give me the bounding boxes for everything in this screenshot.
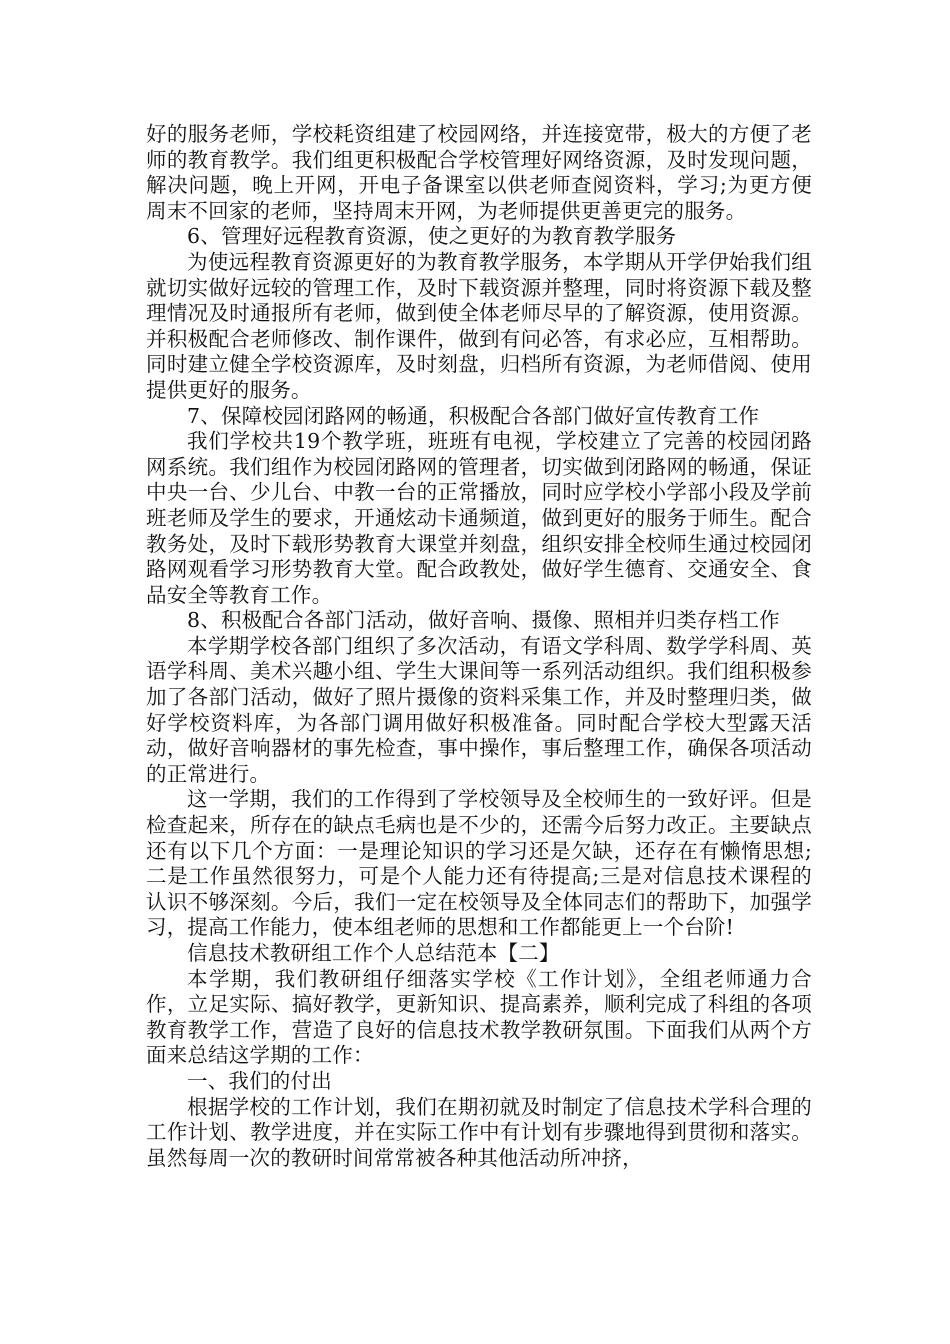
document-body xyxy=(146,122,812,1171)
heading-department-activities: 8、积极配合各部门活动，做好音响、摄像、照相并归类存档工作 xyxy=(187,608,780,633)
heading-our-efforts: 一、我们的付出 xyxy=(187,1068,332,1093)
heading-sample-two: 信息技术教研组工作个人总结范本【二】 xyxy=(187,941,560,965)
paragraph-work-plan: 根据学校的工作计划，我们在期初就及时制定了信息技术学科合理的工作计划、教学进度，并在实际工作中有计划有步骤地得到贯彻和落实。虽然每周一次的教研时间常常被各种其他活动所冲挤， xyxy=(146,1094,812,1170)
paragraph-network-service: 好的服务老师，学校耗资组建了校园网络，并连接宽带，极大的方便了老师的教育教学。我们组更积极配合学校管理好网络资源，及时发现问题，解决问题，晚上开网，开电子备课室以供老师查阅资料，学习;为更方便周末不回家的老师，坚持周末开网，为老师提供更善更完的服务。 xyxy=(146,122,812,223)
heading-remote-education: 6、管理好远程教育资源，使之更好的为教育教学服务 xyxy=(187,224,677,249)
paragraph-cctv-network: 我们学校共19个教学班，班班有电视，学校建立了完善的校园闭路网系统。我们组作为校园闭路网的管理者，切实做到闭路网的畅通，保证中央一台、少儿台、中教一台的正常播放，同时应学校小学部小段及学前班老师及学生的要求，开通炫动卡通频道，做到更好的服务于师生。配合教务处，及时下载形势教育大课堂并刻盘，组织安排全校师生通过校园闭路网观看学习形势教育大堂。配合政教处，做好学生德育、交通安全、食品安全等教育工作。 xyxy=(146,429,812,607)
paragraph-semester-review: 这一学期，我们的工作得到了学校领导及全校师生的一致好评。但是检查起来，所存在的缺点毛病也是不少的，还需今后努力改正。主要缺点还有以下几个方面：一是理论知识的学习还是欠缺，还存在有懒惰思想;二是工作虽然很努力，可是个人能力还有待提高;三是对信息技术课程的认识不够深刻。今后，我们一定在校领导及全体同志们的帮助下，加强学习，提高工作能力，使本组老师的思想和工作都能更上一个台阶! xyxy=(146,787,812,940)
heading-cctv-network: 7、保障校园闭路网的畅通，积极配合各部门做好宣传教育工作 xyxy=(187,403,760,428)
paragraph-remote-education: 为使远程教育资源更好的为教育教学服务，本学期从开学伊始我们组就切实做好远较的管理工作，及时下载资源并整理，同时将资源下载及整理情况及时通报所有老师，做到使全体老师尽早的了解资源，使用资源。并积极配合老师修改、制作课件，做到有问必答，有求必应，互相帮助。同时建立健全学校资源库，及时刻盘，归档所有资源，为老师借阅、使用提供更好的服务。 xyxy=(146,249,812,402)
paragraph-sample-two-intro: 本学期，我们教研组仔细落实学校《工作计划》，全组老师通力合作，立足实际、搞好教学，更新知识、提高素养，顺利完成了科组的各项教育教学工作，营造了良好的信息技术教学教研氛围。下面我们从两个方面来总结这学期的工作： xyxy=(146,966,812,1068)
paragraph-department-activities: 本学期学校各部门组织了多次活动，有语文学科周、数学学科周、英语学科周、美术兴趣小组、学生大课间等一系列活动组织。我们组积极参加了各部门活动，做好了照片摄像的资料采集工作，并及时整理归类，做好学校资料库，为各部门调用做好积极准备。同时配合学校大型露天活动，做好音响器材的事先检查，事中操作，事后整理工作，确保各项活动的正常进行。 xyxy=(146,633,812,786)
